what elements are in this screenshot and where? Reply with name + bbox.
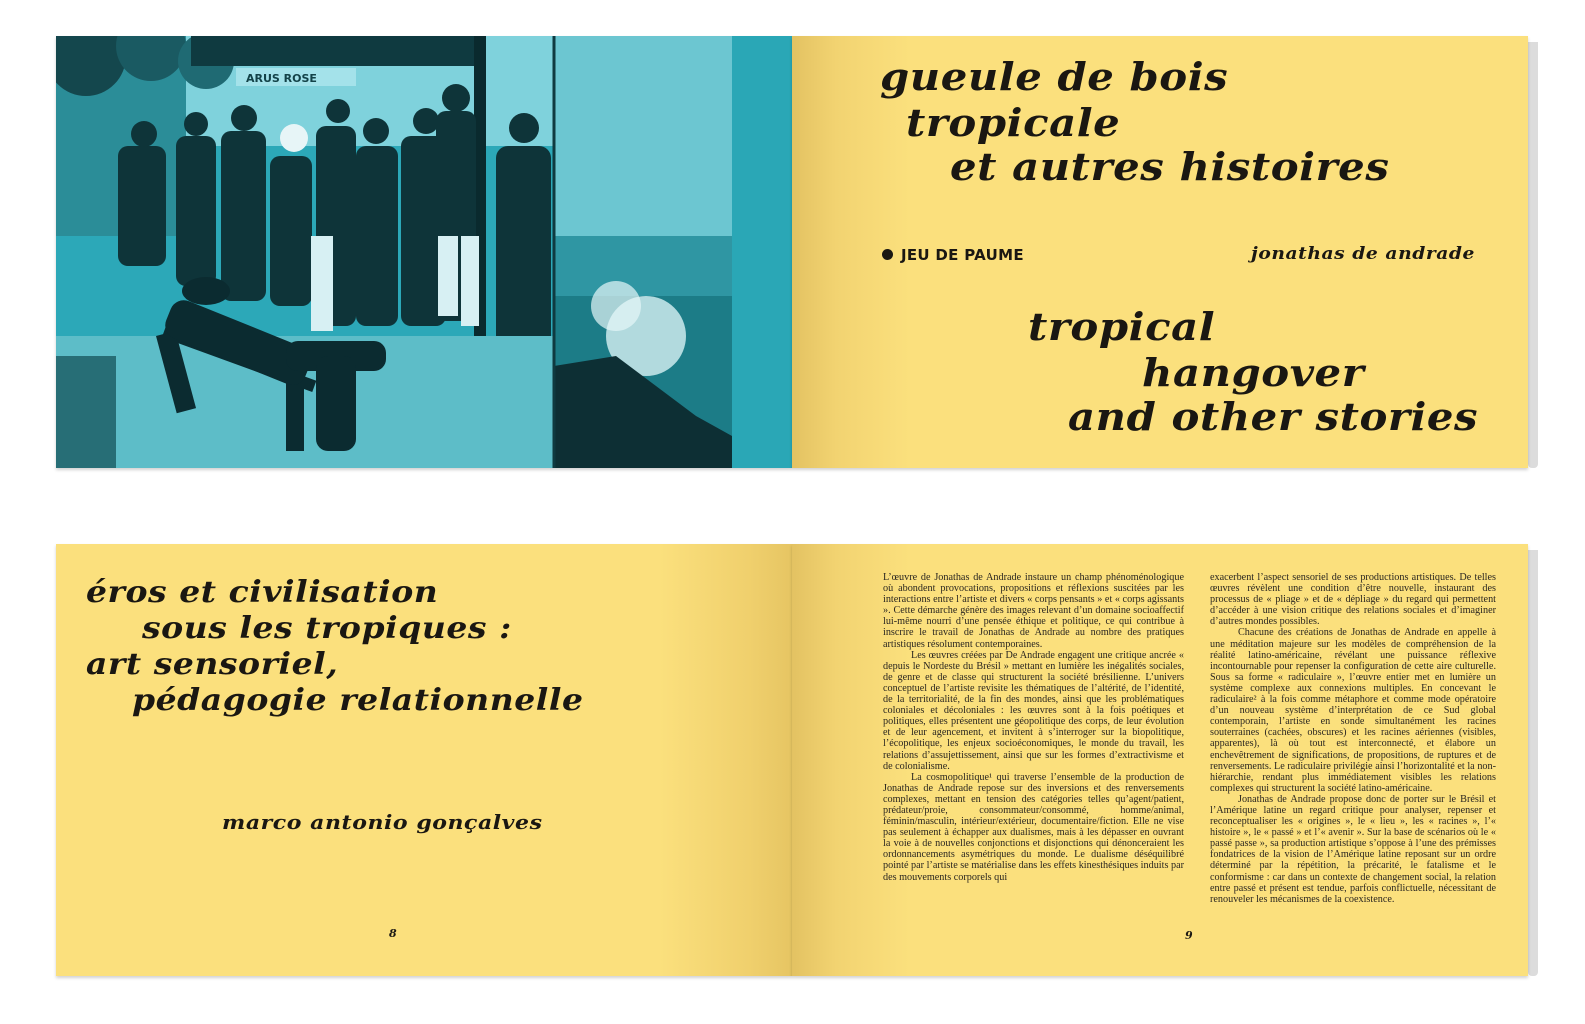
essay-title-line-3: art sensoriel, — [86, 647, 339, 682]
title-fr-line-2: tropicale — [906, 100, 1121, 145]
text-column-2 — [1210, 572, 1496, 905]
left-page-photo — [56, 36, 792, 468]
cover-title-page — [792, 36, 1528, 468]
essay-title-page — [56, 544, 792, 976]
paragraph: La cosmopolitique¹ qui traverse l’ensemble de la production de Jonathas de Andrade repose sur des inversions et des renversements complexes, mettant en tension des catégories telles qu’agent/patient, prédateur/proie, consommateur/consommé, homme/animal, féminin/masculin, intérieur/extérieur, documentaire/fiction. Elle ne vise pas seulement à échapper aux dualismes, mais à les dépasser en ouvrant la voie à de nouvelles conjonctions et disjonctions qui dénonceraient les ordonnancements asymétriques du monde. Le dualisme déséquilibré pointé par l’artiste se matérialise dans les effets kinesthésiques induits par des mouvements corporels qui — [883, 771, 1184, 883]
page-number-left: 8 — [389, 927, 397, 940]
title-fr-line-1: gueule de bois — [880, 54, 1229, 99]
publisher-label: JEU DE PAUME — [882, 246, 1024, 264]
essay-title-line-4: pédagogie relationnelle — [132, 683, 584, 718]
essay-title-line-1: éros et civilisation — [86, 575, 439, 610]
essay-text-page — [792, 544, 1528, 976]
title-fr-line-3: et autres histoires — [950, 144, 1390, 189]
text-column-1 — [883, 572, 1184, 883]
paragraph: Les œuvres créées par De Andrade engagent une critique ancrée « depuis le Nordeste du Brésil » mettant en lumière les inégalités sociales, de genre et de classe qui structurent la société brésilienne. L’univers conceptuel de l’artiste revisite les thématiques de l’altérité, de l’identité, de la territorialité, de la fin des mondes, ainsi que les problématiques coloniales et décoloniales : les œuvres sont à la fois poétiques et politiques, elles présentent une géopolitique des corps, de leur évolution et de leur agencement, et invitent à s’interroger sur la biopolitique, l’écopolitique, les enjeux socioéconomiques, le monde du travail, les relations d’assujettissement, ainsi que sur les formes d’extractivisme et de colonialisme. — [883, 649, 1184, 772]
paragraph: Jonathas de Andrade propose donc de porter sur le Brésil et l’Amérique latine un regard critique pour analyser, repenser et reconceptualiser les « origines », le « lieu », les « racines », l’« histoire », le « passé » et l’« avenir ». Sur la base de scénarios où le « passé passe », sa production artistique s’oppose à l’une des prémisses fondatrices de la vision de l’Amérique latine reposant sur un ordre déterminé par la répétition, la précarité, le fatalisme et le conformisme : car dans un contexte de changement social, la relation entre passé et présent est tendue, parfois conflictuelle, nécessitant de renouveler les mécanismes de la coexistence. — [1210, 793, 1496, 905]
essay-spread — [56, 544, 1546, 976]
cover-photo — [56, 36, 732, 468]
bullet-dot-icon — [882, 249, 893, 260]
essay-title-line-2: sous les tropiques : — [142, 611, 512, 646]
title-en-line-3: and other stories — [1068, 394, 1479, 439]
cover-spread — [56, 36, 1546, 468]
paragraph: Chacune des créations de Jonathas de Andrade en appelle à une méditation majeure sur les modèles de compréhension de la réalité latino-américaine, révélant une puissance réflexive incontournable pour repenser la configuration de cette aire culturelle. Sous sa forme « radiculaire », l’œuvre entier met en lumière un système complexe aux connexions multiples. En concevant le radiculaire² à la fois comme métaphore et comme mode opératoire d’un nouveau système d’interprétation de ce Sud global contemporain, l’artiste en sonde simultanément les racines souterraines (cachées, obscures) et les racines aériennes (visibles, apparentes), là où tout est interconnecté, et élabore un enchevêtrement de significations, de propositions, de ruptures et de renversements. Le radiculaire privilégie ainsi l’horizontalité et la non-hiérarchie, rendant plus immédiatement visibles les relations complexes qui structurent la société latino-américaine. — [1210, 627, 1496, 794]
essay-author: marco antonio gonçalves — [222, 810, 543, 834]
svg-text:ARUS ROSE: ARUS ROSE — [246, 72, 317, 85]
page-number-right: 9 — [1185, 929, 1193, 942]
paragraph: L’œuvre de Jonathas de Andrade instaure un champ phénoménologique où abondent provocations, propositions et réflexions suscitées par les interactions entre l’artiste et divers « corps pensants » et « corps agissants ». Cette démarche génère des images relevant d’un domaine socioaffectif lui-même nourri d’une pensée éthique et politique, ce qui contribue à inscrire le travail de Jonathas de Andrade au nombre des pratiques artistiques résolument contemporaines. — [883, 572, 1184, 650]
title-en-line-2: hangover — [1142, 350, 1365, 395]
page-edges — [1528, 42, 1538, 468]
title-en-line-1: tropical — [1028, 304, 1216, 349]
author-name: jonathas de andrade — [1251, 244, 1476, 264]
page-edges — [1528, 550, 1538, 976]
paragraph: exacerbent l’aspect sensoriel de ses productions artistiques. De telles œuvres révèlent une condition d’être nouvelle, instaurant des processus de « pliage » et de « dépliage » du regard qui permettent d’accéder à une vision critique des relations sociales et d’imaginer d’autres mondes possibles. — [1210, 572, 1496, 628]
duotone-photograph — [56, 36, 732, 468]
